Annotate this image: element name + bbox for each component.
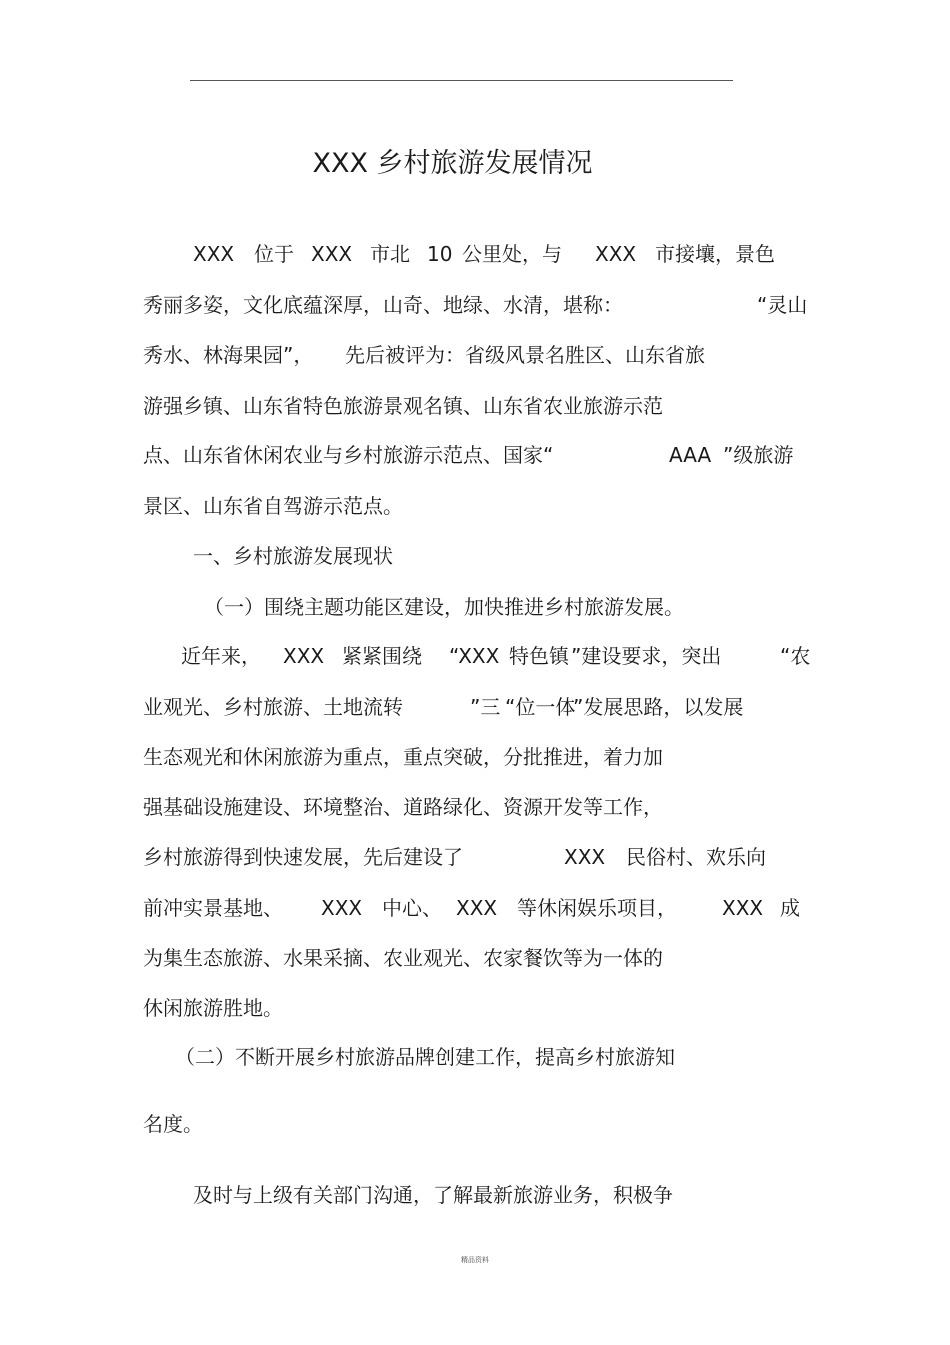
header-rule [190, 80, 733, 81]
body-line [0, 888, 950, 928]
text-segment: “XXX [449, 644, 500, 668]
text-segment: 紧紧围绕 [342, 644, 422, 668]
body-line [0, 386, 950, 426]
body-line [0, 234, 950, 274]
text-segment: XXX [564, 845, 606, 869]
text-segment: 近年来， [181, 644, 261, 668]
text-segment: 及时与上级有关部门沟通，了解最新旅游业务，积极争 [193, 1183, 673, 1207]
text-segment: 游强乡镇、山东省特色旅游景观名镇、山东省农业旅游示范 [143, 394, 663, 418]
body-line [0, 1037, 950, 1077]
body-line [0, 737, 950, 777]
text-segment: XXX [193, 242, 235, 266]
body-line [0, 988, 950, 1028]
text-segment: “位一体 [505, 695, 576, 719]
text-segment: AAA [669, 443, 712, 467]
body-line [0, 536, 950, 576]
text-segment: 秀丽多姿，文化底蕴深厚，山奇、地绿、水清，堪称： [143, 293, 623, 317]
document-title: XXX 乡村旅游发展情况 [312, 148, 593, 179]
text-segment: 景区、山东省自驾游示范点。 [143, 494, 403, 518]
text-segment: 先后被评为：省级风景名胜区、山东省旅 [345, 343, 705, 367]
text-segment: 民俗村、欢乐向 [626, 845, 766, 869]
text-segment: 强基础设施建设、环境整治、道路绿化、资源开发等工作， [143, 795, 663, 819]
body-line [0, 1175, 950, 1215]
body-line [0, 587, 950, 627]
text-segment: 休闲旅游胜地。 [143, 996, 283, 1020]
text-segment: XXX [456, 896, 498, 920]
text-segment: 市接壤，景色 [655, 242, 775, 266]
body-line [0, 938, 950, 978]
text-segment: 为集生态旅游、水果采摘、农业观光、农家餐饮等为一体的 [143, 946, 663, 970]
body-line [0, 1104, 950, 1144]
text-segment: 点、山东省休闲农业与乡村旅游示范点、国家“ [143, 443, 554, 467]
text-segment: ”建设要求，突出 [571, 644, 722, 668]
text-segment: XXX [722, 896, 764, 920]
text-segment: 10 [427, 242, 453, 266]
body-line [0, 486, 950, 526]
text-segment: XXX [595, 242, 637, 266]
text-segment: “灵山 [757, 293, 808, 317]
text-segment: ”三 [470, 695, 501, 719]
text-segment: “农 [780, 644, 811, 668]
text-segment: 位于 [254, 242, 294, 266]
body-line [0, 285, 950, 325]
text-segment: （二）不断开展乡村旅游品牌创建工作，提高乡村旅游知 [175, 1045, 675, 1069]
text-segment: XXX [283, 644, 325, 668]
text-segment: 成 [780, 896, 800, 920]
body-line [0, 435, 950, 475]
text-segment: 秀水、林海果园”， [143, 343, 314, 367]
footer-note: 精品资料 [461, 1256, 489, 1264]
body-line [0, 335, 950, 375]
text-segment: 公里处，与 [462, 242, 562, 266]
text-segment: ”级旅游 [723, 443, 794, 467]
text-segment: 等休闲娱乐项目， [517, 896, 677, 920]
text-segment: 前冲实景基地、 [143, 896, 283, 920]
text-segment: 乡村旅游得到快速发展，先后建设了 [143, 845, 463, 869]
text-segment: （一）围绕主题功能区建设，加快推进乡村旅游发展。 [204, 595, 684, 619]
body-line [0, 687, 950, 727]
body-line [0, 787, 950, 827]
text-segment: 中心、 [382, 896, 442, 920]
text-segment: XXX [321, 896, 363, 920]
text-segment: 一、乡村旅游发展现状 [193, 544, 393, 568]
text-segment: 业观光、乡村旅游、土地流转 [143, 695, 403, 719]
text-segment: 市北 [370, 242, 410, 266]
text-segment: 特色镇 [509, 644, 569, 668]
text-segment: 名度。 [143, 1112, 203, 1136]
text-segment: XXX [311, 242, 353, 266]
text-segment: ”发展思路，以发展 [573, 695, 744, 719]
body-line [0, 837, 950, 877]
body-line [0, 636, 950, 676]
text-segment: 生态观光和休闲旅游为重点，重点突破，分批推进，着力加 [143, 745, 663, 769]
